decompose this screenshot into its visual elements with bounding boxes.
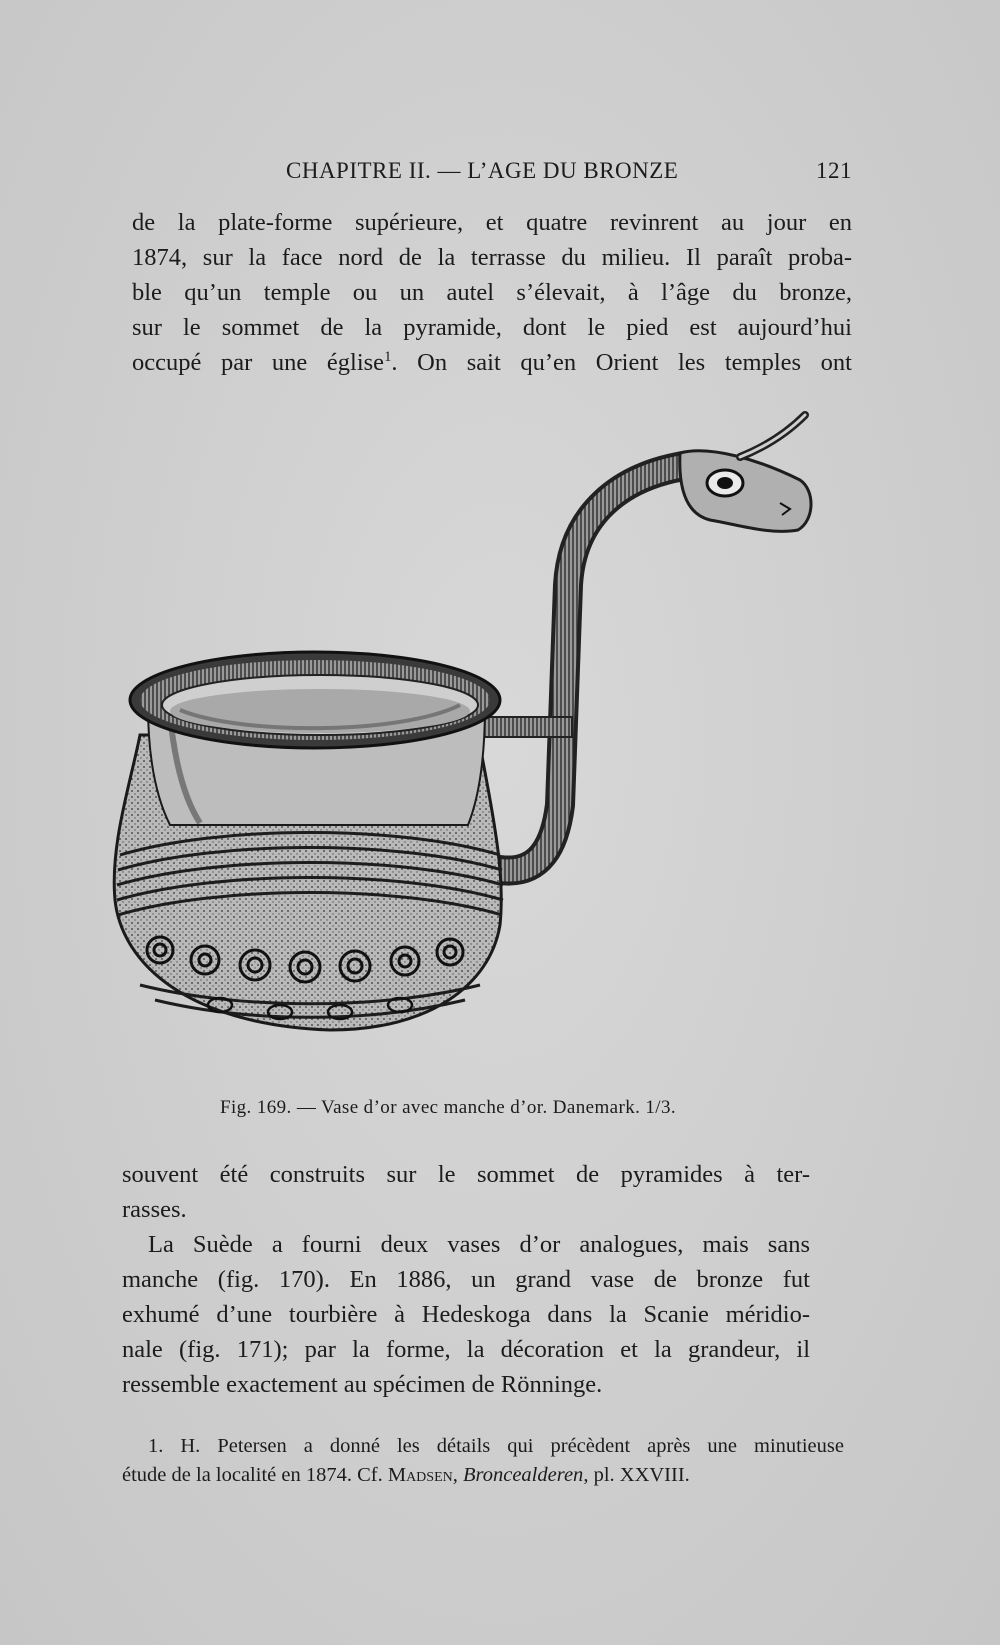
text-segment: , pl. XXVIII. <box>583 1464 690 1486</box>
text-line: sur le sommet de la pyramide, dont le pied est aujourd’hui <box>132 314 852 341</box>
text-line: de la plate-forme supérieure, et quatre revinrent au jour en <box>132 209 852 236</box>
figure-illustration <box>100 405 860 1095</box>
text-line: manche (fig. 170). En 1886, un grand vase de bronze fut <box>122 1266 810 1293</box>
text-line: rasses. <box>122 1196 187 1223</box>
gold-vessel-engraving <box>100 405 860 1095</box>
text-line: 1874, sur la face nord de la terrasse du milieu. Il paraît proba- <box>132 244 852 271</box>
page-number: 121 <box>816 158 852 183</box>
text-line: souvent été construits sur le sommet de pyramides à ter- <box>122 1161 810 1188</box>
text-line <box>132 345 852 380</box>
text-segment: étude de la localité en 1874. Cf. <box>122 1464 383 1486</box>
text-segment: , <box>452 1464 458 1486</box>
footnote-reference[interactable]: 1 <box>384 348 392 365</box>
author-name: Madsen <box>387 1464 453 1486</box>
running-header <box>130 158 852 188</box>
paragraph-2 <box>122 1157 810 1402</box>
chapter-title: CHAPITRE II. — L’AGE DU BRONZE <box>286 158 679 183</box>
footnote-line: 1. H. Petersen a donné les détails qui précèdent après une minutieuse <box>148 1435 844 1457</box>
text-line: ble qu’un temple ou un autel s’élevait, à l’âge du bronze, <box>132 279 852 306</box>
paragraph-1 <box>132 205 852 380</box>
text-segment: occupé par une église <box>132 349 385 376</box>
text-line: exhumé d’une tourbière à Hedeskoga dans la Scanie méridio- <box>122 1301 810 1328</box>
figure-caption: Fig. 169. — Vase d’or avec manche d’or. Danemark. 1/3. <box>220 1097 677 1118</box>
footnote-line <box>122 1461 844 1490</box>
text-line: La Suède a fourni deux vases d’or analogues, mais sans <box>148 1231 810 1258</box>
text-line: nale (fig. 171); par la forme, la décoration et la grandeur, il <box>122 1336 810 1363</box>
footnote <box>122 1432 844 1490</box>
text-segment: . On sait qu’en Orient les temples ont <box>391 349 852 376</box>
text-line: ressemble exactement au spécimen de Rönninge. <box>122 1371 603 1398</box>
work-title: Broncealderen <box>463 1464 584 1486</box>
